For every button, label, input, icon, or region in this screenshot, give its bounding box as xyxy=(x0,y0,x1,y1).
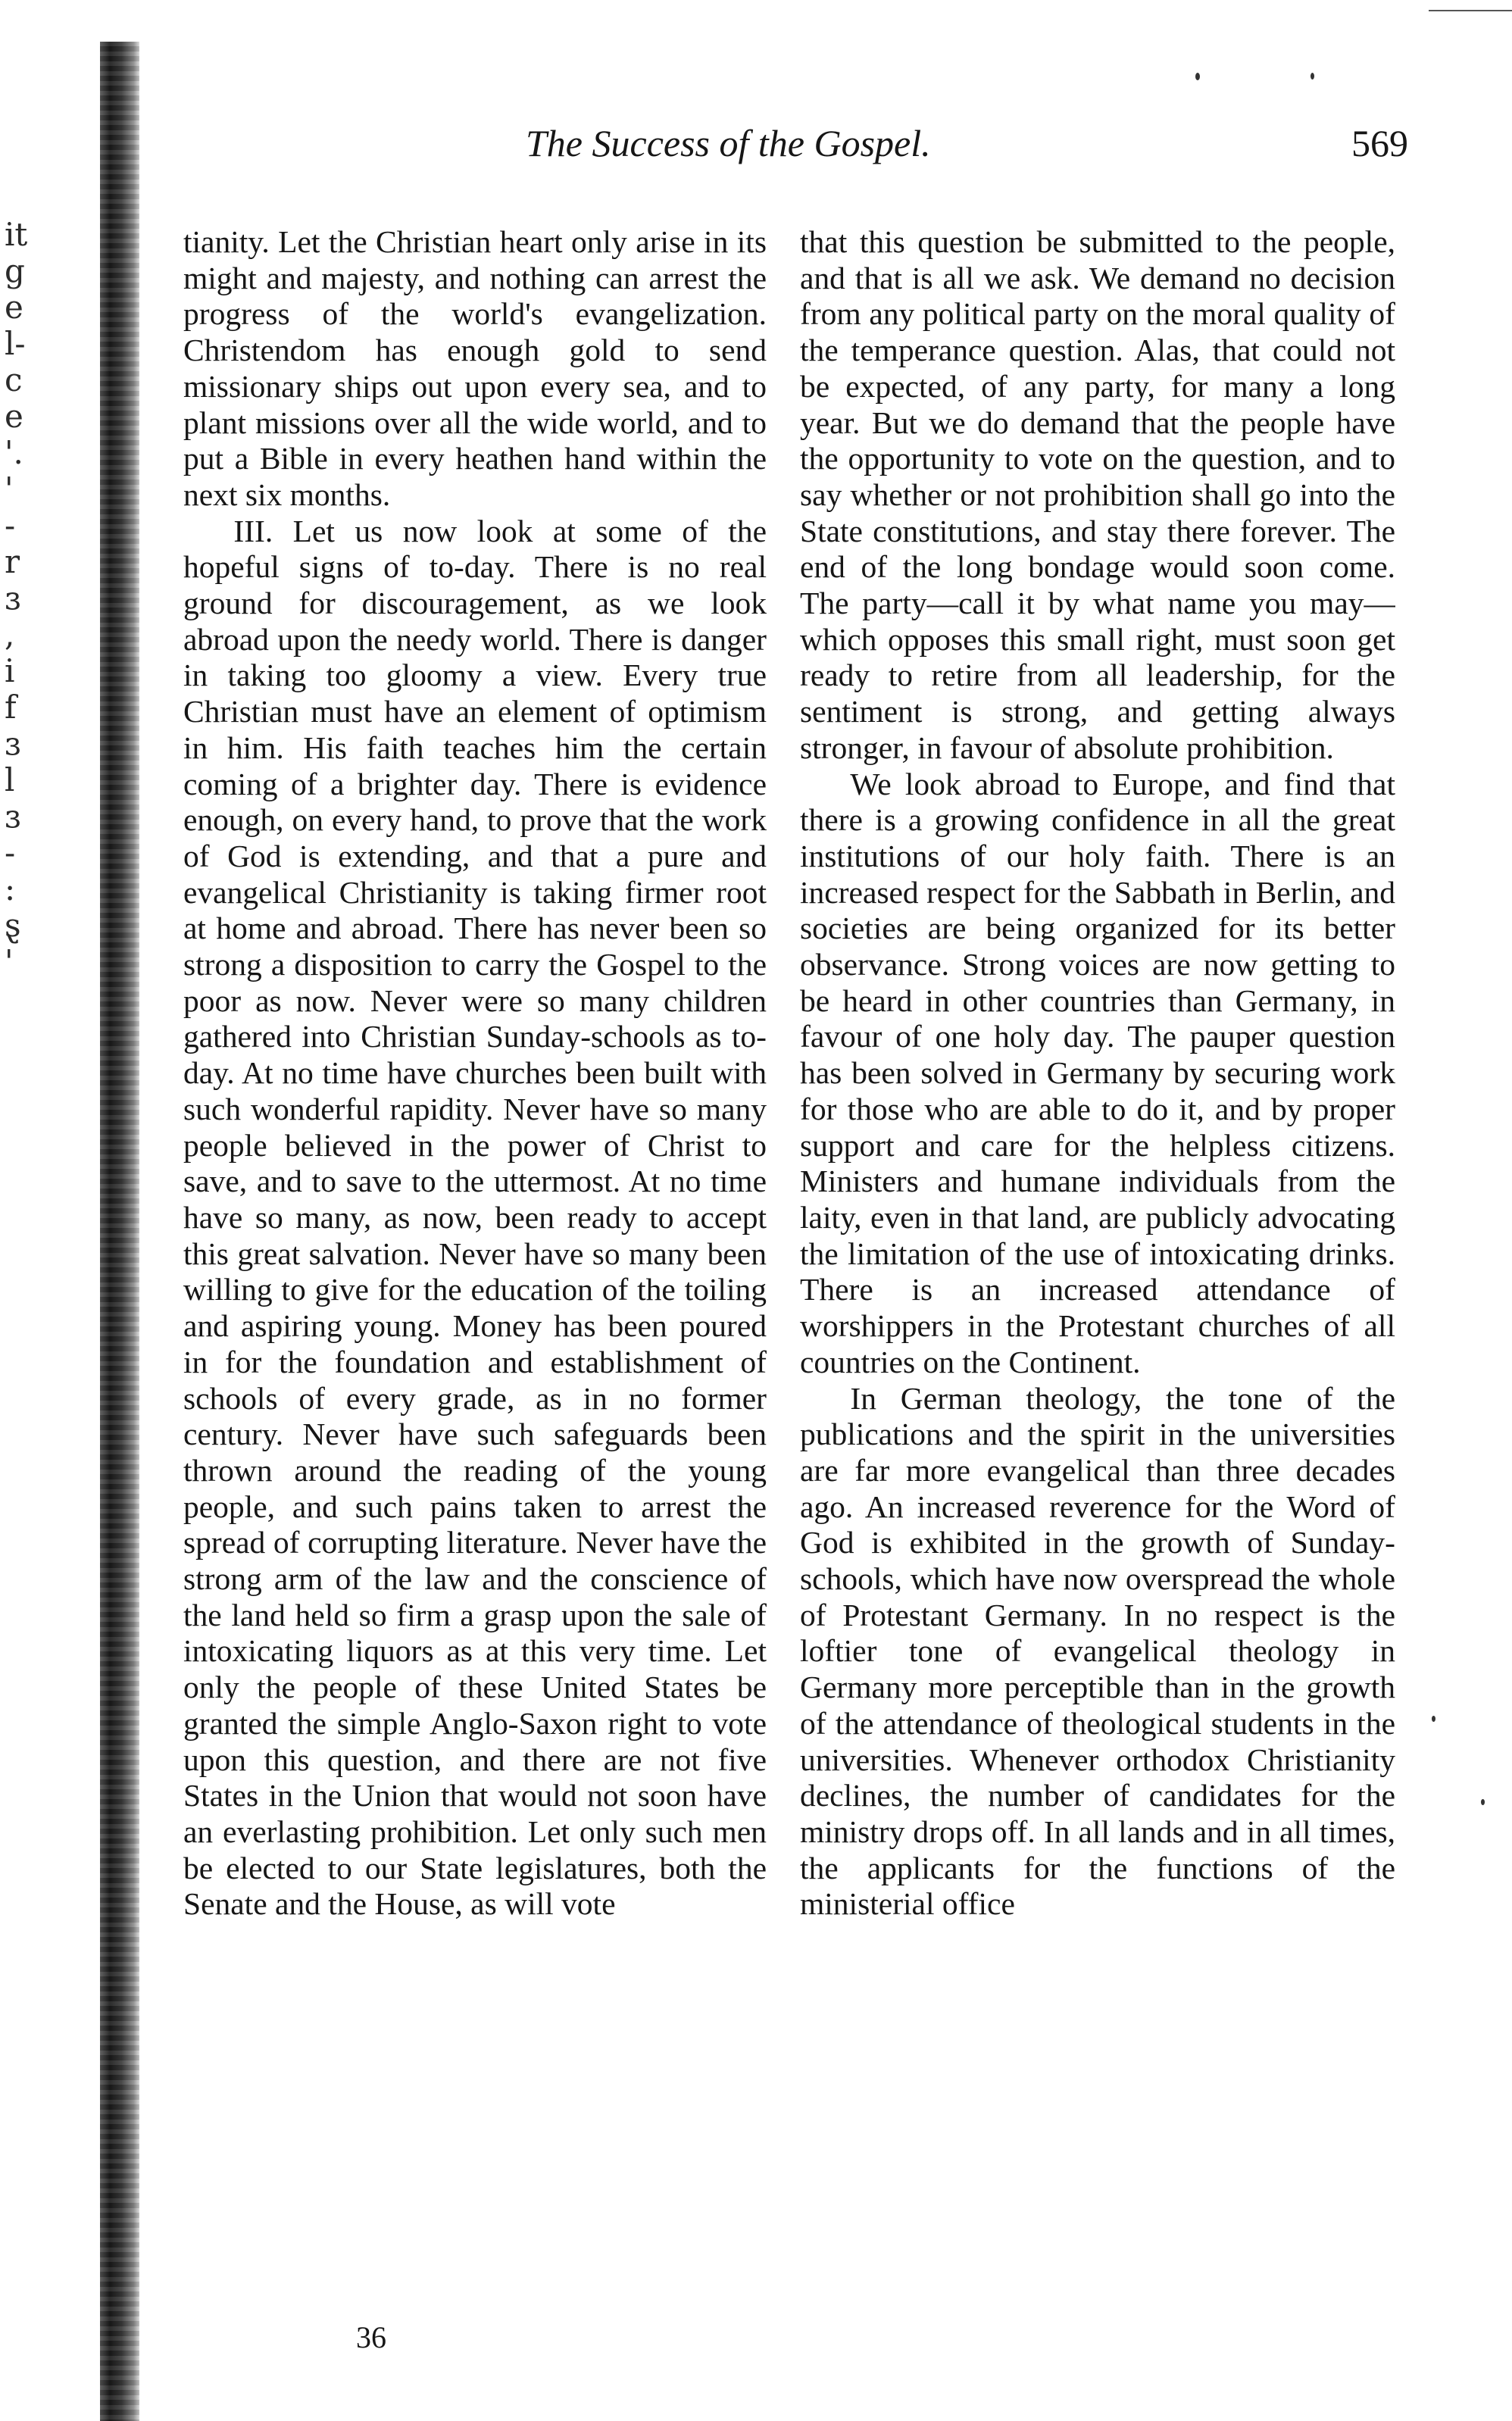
facing-page-bleed xyxy=(5,217,50,980)
margin-letter: - xyxy=(5,834,16,871)
margin-letter: g xyxy=(5,252,25,289)
margin-letter: l- xyxy=(5,325,26,362)
page-header xyxy=(526,121,1408,174)
margin-letter: f xyxy=(5,689,17,726)
margin-letter: ɜ xyxy=(5,579,21,617)
margin-letter: c xyxy=(5,361,23,398)
margin-letter: ɜ xyxy=(5,725,21,762)
margin-letter: i xyxy=(5,652,15,689)
margin-letter: ɜ xyxy=(5,798,21,835)
paragraph: We look abroad to Europe, and find that there is a growing confidence in all the great institutions of our holy faith. There is an increased respect for the Sabbath in Berlin, and societies are being organized for its better observance. Strong voices are now getting to be heard in other countries than Germany, in favour of one holy day. The pauper question has been solved in Germany by securing work for those who are able to do it, and by proper support and care for the helpless citizens. Ministers and humane individuals from the laity, even in that land, are publicly advocating the limitation of the use of intoxicating drinks. There is an increased attendance of worshippers in the Protestant churches of all countries on the Continent. xyxy=(800,766,1395,1379)
margin-letter: ' xyxy=(5,470,14,508)
margin-letter: it xyxy=(5,216,28,253)
margin-letter: '. xyxy=(5,434,23,471)
ink-speck xyxy=(1432,1716,1435,1722)
paragraph: that this question be submitted to the people, and that is all we ask. We demand no decision from any political party on the moral quality of the temperance question. Alas, that could not be expected, of any party, for many a long year. But we do demand that the people have the opportunity to vote on the question, and to say whether or not prohibition shall go into the State constitutions, and stay there forever. The end of the long bondage would soon come. The party—call it by what name you may—which opposes this small right, must soon get ready to retire from all leadership, for the sentiment is strong, and getting always stronger, in favour of absolute prohibition. xyxy=(800,224,1395,765)
paragraph: III. Let us now look at some of the hopeful signs of to-day. There is no real ground for discouragement, as we look abroad upon the needy world. There is danger in taking too gloomy a view. Every true Christian must have an element of optimism in him. His faith teaches him the certain coming of a brighter day. There is evidence enough, on every hand, to prove that the work of God is extending, and that a pure and evangelical Christianity is taking firmer root at home and abroad. There has never been so strong a disposition to carry the Gospel to the poor as now. Never were so many children gathered into Christian Sunday-schools as to-day. At no time have churches been built with such wonderful rapidity. Never have so many people believed in the power of Christ to save, and to save to the uttermost. At no time have so many, as now, been ready to accept this great salvation. Never have so many been willing to give for the education of the toiling and aspiring young. Money has been poured in for the foundation and establishment of schools of every grade, as in no former century. Never have such safeguards been thrown around the reading of the young people, and such pains taken to arrest the spread of corrupting literature. Never have the strong arm of the law and the conscience of the land held so firm a grasp upon the sale of intoxicating liquors as at this very time. Let only the people of these United States be granted the simple Anglo-Saxon right to vote upon this question, and there are not five States in the Union that would not soon have an everlasting prohibition. Let only such men be elected to our State legislatures, both the Senate and the House, as will vote xyxy=(183,513,767,1922)
ink-speck xyxy=(1481,1799,1485,1805)
paragraph: tianity. Let the Christian heart only arise in its might and majesty, and nothing can arrest the progress of the world's evangelization. Christendom has enough gold to send missionary ships out upon every sea, and to plant missions over all the wide world, and to put a Bible in every heathen hand within the next six months. xyxy=(183,224,767,512)
paragraph: In German theology, the tone of the publications and the spirit in the universities are far more evangelical than three decades ago. An increased reverence for the Word of God is exhibited in the growth of Sunday-schools, which have now overspread the whole of Protestant Germany. In no respect is the loftier tone of evangelical theology in Germany more perceptible than in the growth of the attendance of theological students in the universities. Whenever orthodox Christianity declines, the number of candidates for the ministry drops off. In all lands and in all times, the applicants for the functions of the ministerial office xyxy=(800,1380,1395,1922)
top-edge-rule xyxy=(1429,10,1512,11)
margin-letter: e xyxy=(5,398,23,435)
margin-letter: , xyxy=(5,616,15,653)
margin-letter: ' xyxy=(5,943,14,980)
ink-speck xyxy=(1195,73,1200,80)
running-title: The Success of the Gospel. xyxy=(526,122,931,164)
ink-speck xyxy=(1311,73,1314,80)
text-column-left xyxy=(183,224,767,2315)
margin-letter: e xyxy=(5,289,23,326)
binding-gutter xyxy=(100,42,139,2421)
text-column-right xyxy=(800,224,1395,2315)
margin-letter: : xyxy=(5,870,16,907)
margin-letter: ȿ xyxy=(5,907,21,944)
signature-mark: 36 xyxy=(356,2320,386,2354)
margin-letter: l xyxy=(5,761,15,798)
margin-letter: - xyxy=(5,507,16,544)
margin-letter: r xyxy=(5,543,20,580)
page-number: 569 xyxy=(1351,122,1408,164)
